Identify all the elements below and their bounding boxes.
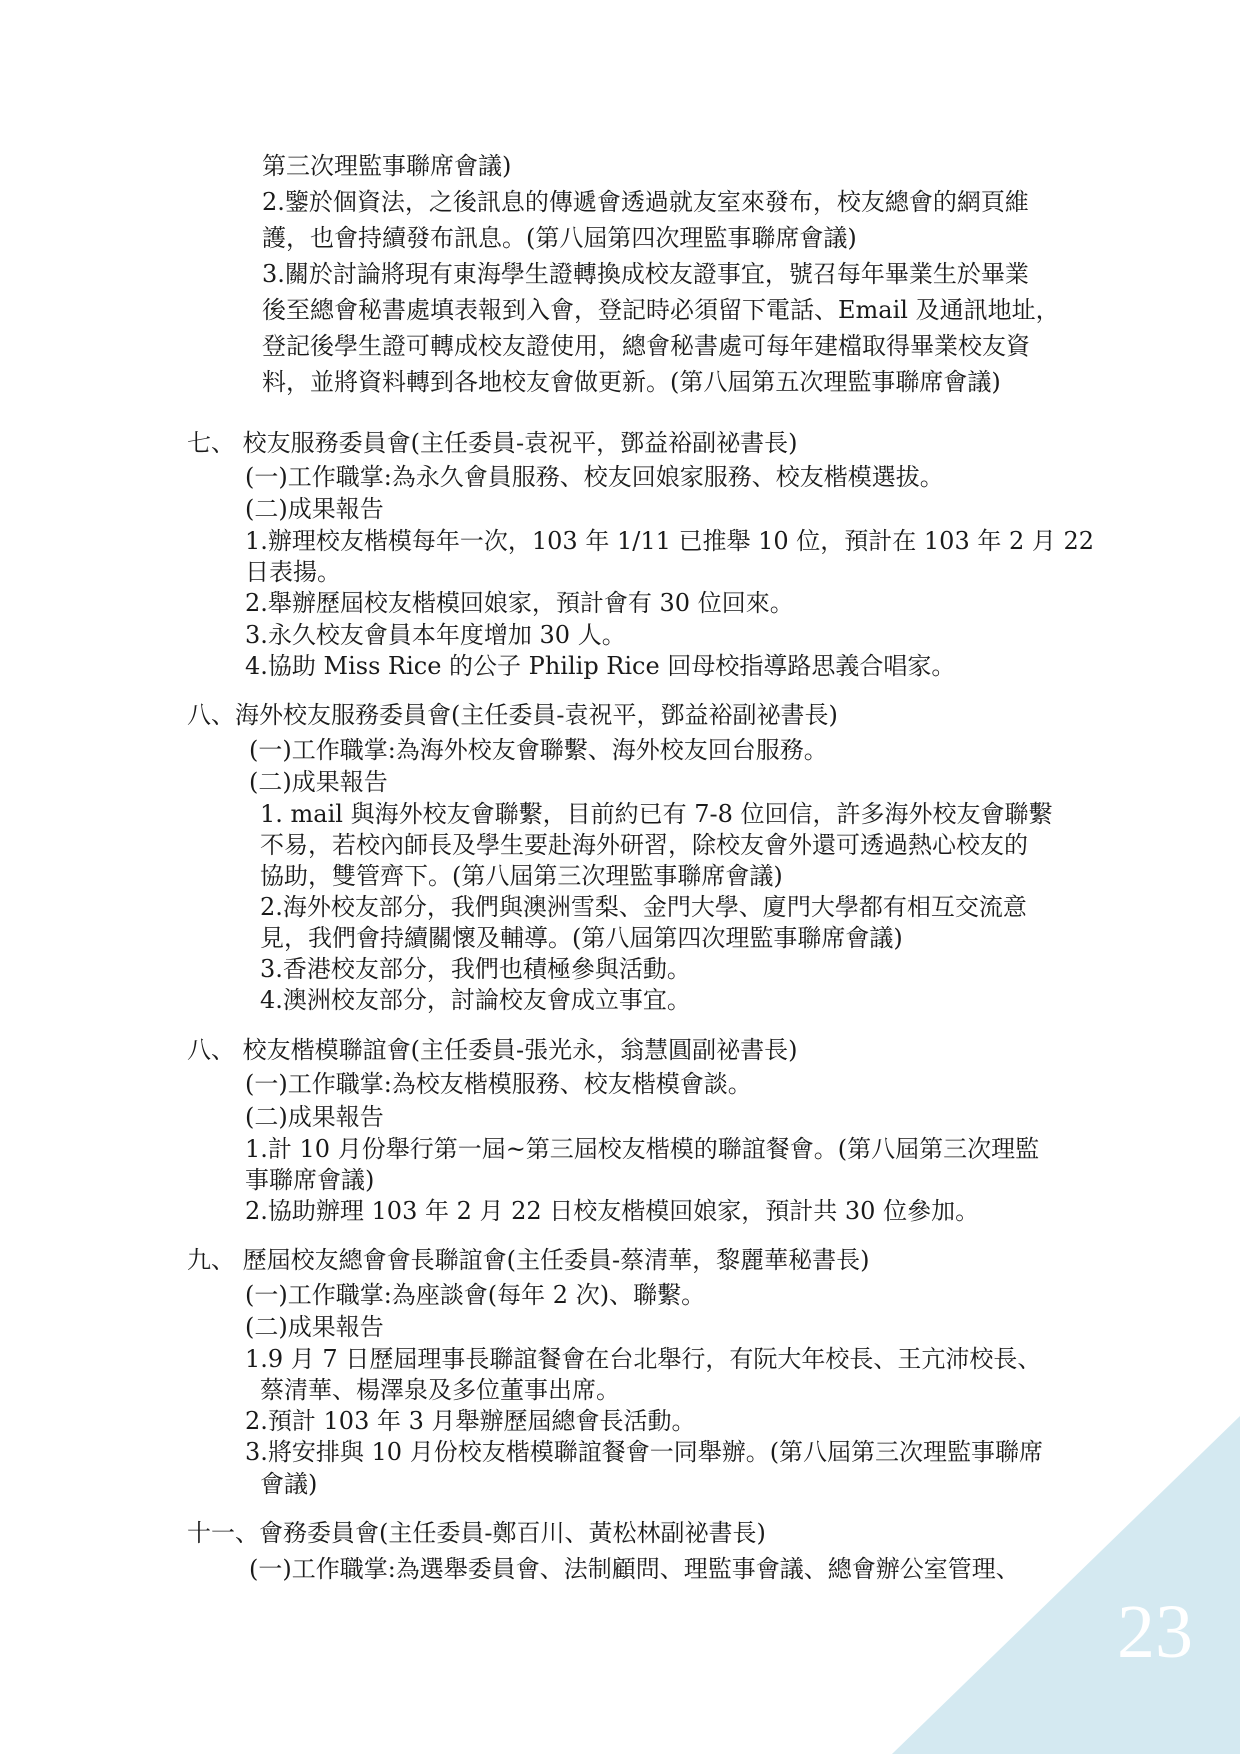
text-line: (一)工作職掌:為座談會(每年 2 次)、聯繫。 [245, 1281, 706, 1309]
text-line: 後至總會秘書處填表報到入會，登記時必須留下電話、Email 及通訊地址， [262, 296, 1060, 324]
section-heading: 八、 校友楷模聯誼會(主任委員-張光永，翁慧圓副祕書長) [187, 1036, 798, 1064]
text-line: 1. mail 與海外校友會聯繫，目前約已有 7-8 位回信，許多海外校友會聯繫 [260, 800, 1053, 828]
text-line: 3.永久校友會員本年度增加 30 人。 [245, 621, 626, 649]
text-line: 登記後學生證可轉成校友證使用，總會秘書處可每年建檔取得畢業校友資 [262, 332, 1030, 360]
text-line: 1.辦理校友楷模每年一次，103 年 1/11 已推舉 10 位，預計在 103 年 2 月 22 [245, 527, 1095, 555]
text-line: 2.鑒於個資法，之後訊息的傳遞會透過就友室來發布，校友總會的網頁維 [262, 188, 1029, 216]
text-line: 2.預計 103 年 3 月舉辦歷屆總會長活動。 [245, 1407, 696, 1435]
text-line: 3.關於討論將現有東海學生證轉換成校友證事宜，號召每年畢業生於畢業 [262, 260, 1029, 288]
text-line: 1.計 10 月份舉行第一屆~第三屆校友楷模的聯誼餐會。(第八屆第三次理監 [245, 1135, 1040, 1163]
text-line: 2.海外校友部分，我們與澳洲雪梨、金門大學、廈門大學都有相互交流意 [260, 893, 1027, 921]
section-heading: 九、 歷屆校友總會會長聯誼會(主任委員-蔡清華，黎麗華秘書長) [187, 1246, 870, 1274]
text-line: 3.將安排與 10 月份校友楷模聯誼餐會一同舉辦。(第八屆第三次理監事聯席 [245, 1438, 1044, 1466]
text-line: 料，並將資料轉到各地校友會做更新。(第八屆第五次理監事聯席會議) [262, 368, 1001, 396]
text-line: 2.協助辦理 103 年 2 月 22 日校友楷模回娘家，預計共 30 位參加。 [245, 1197, 980, 1225]
text-line: 2.舉辦歷屆校友楷模回娘家，預計會有 30 位回來。 [245, 589, 794, 617]
text-line: 1.9 月 7 日歷屆理事長聯誼餐會在台北舉行，有阮大年校長、王亢沛校長、 [245, 1345, 1042, 1373]
text-line: (一)工作職掌:為永久會員服務、校友回娘家服務、校友楷模選拔。 [245, 463, 944, 491]
text-line: 不易，若校內師長及學生要赴海外研習，除校友會外還可透過熱心校友的 [260, 831, 1028, 859]
text-line: 事聯席會議) [245, 1166, 375, 1194]
text-line: 協助，雙管齊下。(第八屆第三次理監事聯席會議) [260, 862, 783, 890]
text-line: 護，也會持續發布訊息。(第八屆第四次理監事聯席會議) [262, 224, 857, 252]
text-line: 會議) [260, 1470, 318, 1498]
text-line: (一)工作職掌:為海外校友會聯繫、海外校友回台服務。 [249, 736, 828, 764]
text-line: 日表揚。 [245, 558, 341, 586]
text-line: (二)成果報告 [245, 1313, 384, 1341]
text-line: 4.協助 Miss Rice 的公子 Philip Rice 回母校指導路思義合唱家。 [245, 652, 956, 680]
text-line: 蔡清華、楊澤泉及多位董事出席。 [260, 1376, 620, 1404]
text-line: (二)成果報告 [245, 1103, 384, 1131]
text-line: (一)工作職掌:為校友楷模服務、校友楷模會談。 [245, 1070, 752, 1098]
text-line: (二)成果報告 [249, 768, 388, 796]
section-heading: 八、海外校友服務委員會(主任委員-袁祝平，鄧益裕副祕書長) [187, 701, 838, 729]
page-number: 23 [1117, 1590, 1193, 1674]
text-line: 見，我們會持續關懷及輔導。(第八屆第四次理監事聯席會議) [260, 924, 903, 952]
text-line: (一)工作職掌:為選舉委員會、法制顧問、理監事會議、總會辦公室管理、 [249, 1555, 1020, 1583]
text-line: (二)成果報告 [245, 495, 384, 523]
section-heading: 十一、會務委員會(主任委員-鄭百川、黃松林副祕書長) [187, 1519, 766, 1547]
text-line: 第三次理監事聯席會議) [262, 152, 512, 180]
text-line: 3.香港校友部分，我們也積極參與活動。 [260, 955, 691, 983]
section-heading: 七、 校友服務委員會(主任委員-袁祝平，鄧益裕副祕書長) [187, 429, 798, 457]
text-line: 4.澳洲校友部分，討論校友會成立事宜。 [260, 986, 691, 1014]
